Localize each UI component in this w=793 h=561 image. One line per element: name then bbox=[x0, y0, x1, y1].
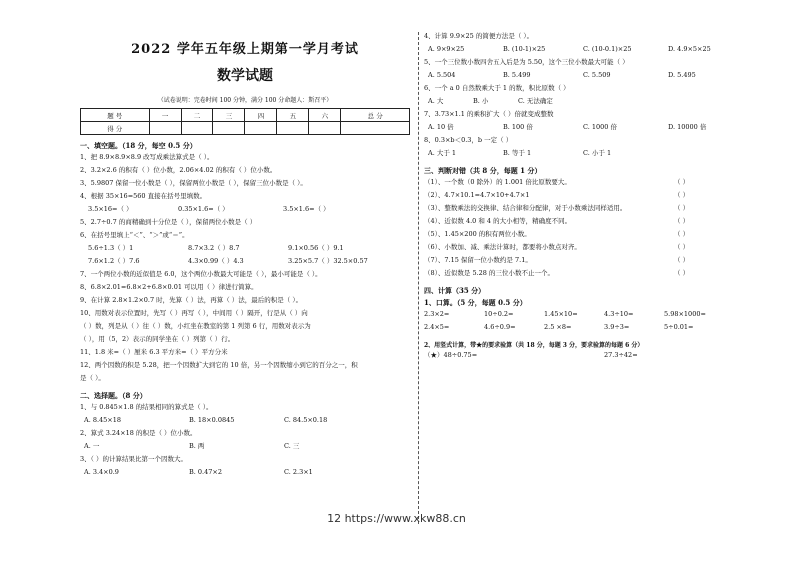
score-cell[interactable] bbox=[277, 122, 309, 135]
oral-item: 4.6÷0.9= bbox=[484, 323, 516, 331]
option: A. 大 bbox=[428, 97, 444, 105]
question-line: 7、3.73×1.1 的乘积扩大（ ）倍就变成整数 bbox=[424, 110, 554, 118]
score-cell: 二 bbox=[181, 109, 213, 122]
score-cell[interactable] bbox=[181, 122, 213, 135]
option: 4.3×0.99（ ）4.3 bbox=[188, 257, 244, 265]
section-heading: 二、选择题。（8 分） bbox=[80, 391, 147, 400]
option: 3.5×16=（ ） bbox=[88, 205, 133, 213]
score-cell[interactable] bbox=[341, 122, 410, 135]
question-line: 8、6.8×2.01=6.8×2+6.8×0.01 可以用（ ）律进行简算。 bbox=[80, 283, 258, 291]
left-column bbox=[80, 30, 410, 479]
question-line: 3、（ ）的计算结果比第一个因数大。 bbox=[80, 455, 187, 463]
oral-item: 2.5 ×8= bbox=[544, 323, 572, 331]
option: B. 小 bbox=[473, 97, 489, 105]
judge-item bbox=[424, 267, 724, 280]
answer-bracket[interactable]: （ ） bbox=[674, 191, 690, 199]
oral-item: 2.3×2= bbox=[424, 310, 450, 318]
judge-text: （5）、1.45×200 的积有两位小数。 bbox=[424, 230, 531, 238]
option: B. 5.499 bbox=[503, 71, 531, 79]
score-header-row bbox=[81, 109, 410, 122]
question-options bbox=[424, 43, 724, 56]
oral-item: 5.98×1000= bbox=[664, 310, 706, 318]
option: A. 10 倍 bbox=[428, 123, 454, 131]
question-line: 6、一个 a 0 自然数乘大于 1 的数，积比原数（ ） bbox=[424, 84, 570, 92]
question-line: 3、5.9807 保留一位小数是（ ），保留两位小数是（ ），保留三位小数是（ ）。 bbox=[80, 179, 307, 187]
question-options bbox=[424, 147, 724, 160]
option: C. 无法确定 bbox=[518, 97, 553, 105]
vertical-calc-row bbox=[424, 349, 724, 362]
option: A. 5.504 bbox=[428, 71, 456, 79]
option: C. 三 bbox=[284, 442, 300, 450]
option: C. 2.3×1 bbox=[284, 468, 313, 476]
option: C. (10-0.1)×25 bbox=[583, 45, 632, 53]
oral-row bbox=[424, 308, 724, 321]
answer-bracket[interactable]: （ ） bbox=[674, 269, 690, 277]
score-table bbox=[80, 108, 410, 135]
question-line: 8、0.3×b＜0.3，b 一定（ ） bbox=[424, 136, 513, 144]
answer-bracket[interactable]: （ ） bbox=[674, 204, 690, 212]
score-cell[interactable] bbox=[213, 122, 245, 135]
option: 3.5×1.6=（ ） bbox=[283, 205, 330, 213]
question-line: 5、2.7÷0.7 的商精确到十分位是（ ），保留两位小数是（ ） bbox=[80, 218, 257, 226]
judge-item bbox=[424, 189, 724, 202]
question-line: 1、与 0.845×1.8 的结果相同的算式是（ ）。 bbox=[80, 403, 213, 411]
section-heading: 三、判断对错（共 8 分，每题 1 分） bbox=[424, 166, 542, 175]
option: B. (10-1)×25 bbox=[503, 45, 546, 53]
question-line: 12、两个因数的积是 5.28，把一个因数扩大到它的 10 倍，另一个因数缩小到它的百分之一，积 bbox=[80, 361, 358, 369]
oral-row bbox=[424, 321, 724, 334]
oral-item: 3.9÷3= bbox=[604, 323, 630, 331]
section-heading: 四、计算（35 分） bbox=[424, 286, 486, 295]
column-divider bbox=[418, 32, 420, 524]
question-line: 7、一个两位小数的近似值是 6.0，这个两位小数最大可能是（ ），最小可能是（ ）。 bbox=[80, 270, 322, 278]
section-heading: 一、填空题。（18 分，每空 0.5 分） bbox=[80, 141, 197, 150]
question-options bbox=[424, 69, 724, 82]
judge-text: （4）、近似数 4.0 和 4 的大小相等，精确度不同。 bbox=[424, 217, 572, 225]
exam-note: （试卷说明：完卷时间 100 分钟，满分 100 分命题人：斯召平） bbox=[157, 97, 333, 104]
question-line: 6、在括号里填上“＜”、“＞”或“＝”。 bbox=[80, 231, 189, 239]
watermark-footer: 12 https://www.xkw88.cn bbox=[327, 512, 466, 525]
score-cell: 题 号 bbox=[81, 109, 150, 122]
score-cell: 五 bbox=[277, 109, 309, 122]
judge-item bbox=[424, 202, 724, 215]
question-line: 是（ ）。 bbox=[80, 374, 105, 382]
score-cell[interactable] bbox=[309, 122, 341, 135]
answer-bracket[interactable]: （ ） bbox=[674, 243, 690, 251]
calc-item: （★）48÷0.75= bbox=[424, 351, 478, 359]
score-cell: 四 bbox=[245, 109, 277, 122]
oral-item: 2.4×5= bbox=[424, 323, 450, 331]
question-line: 4、根据 35×16=560 直接在括号里填数。 bbox=[80, 192, 207, 200]
option: B. 0.47×2 bbox=[189, 468, 222, 476]
question-options bbox=[80, 466, 410, 479]
option: 9.1×0.56（ ）9.1 bbox=[288, 244, 344, 252]
answer-bracket[interactable]: （ ） bbox=[674, 256, 690, 264]
question-line: （ ），用（5，2）表示的同学坐在（ ）列第（ ）行。 bbox=[80, 335, 235, 343]
option: C. 84.5×0.18 bbox=[284, 416, 328, 424]
judge-item bbox=[424, 176, 724, 189]
option: B. 100 倍 bbox=[503, 123, 533, 131]
question-line: 9、在计算 2.8×1.2×0.7 时，先算（ ）法，再算（ ）法，最后的积是（ ）。 bbox=[80, 296, 303, 304]
option: 7.6×1.2（ ）7.6 bbox=[88, 257, 140, 265]
judge-text: （1）、一个数（0 除外）的 1.001 倍比原数要大。 bbox=[424, 178, 571, 186]
oral-item: 5÷0.01= bbox=[664, 323, 694, 331]
score-cell: 总 分 bbox=[341, 109, 410, 122]
judge-text: （7）、7.15 保留一位小数约是 7.1。 bbox=[424, 256, 532, 264]
score-cell[interactable] bbox=[245, 122, 277, 135]
score-cell: 得 分 bbox=[81, 122, 150, 135]
option: 3.25×5.7（ ）32.5×0.57 bbox=[288, 257, 368, 265]
question-line: 5、一个三位数小数四舍五入后是为 5.50，这个三位小数最大可能（ ） bbox=[424, 58, 629, 66]
judge-text: （8）、近似数是 5.28 的三位小数不止一个。 bbox=[424, 269, 554, 277]
score-cell: 三 bbox=[213, 109, 245, 122]
judge-item bbox=[424, 254, 724, 267]
right-column bbox=[424, 30, 724, 362]
subsection-heading: 2、用竖式计算，带★的要求验算（共 18 分，每题 3 分，要求验算的每题 6 分） bbox=[424, 342, 644, 349]
option: D. 4.9×5×25 bbox=[668, 45, 711, 53]
question-line: 2、算式 3.24×18 的积是（ ）位小数。 bbox=[80, 429, 197, 437]
oral-item: 10÷0.2= bbox=[484, 310, 514, 318]
exam-title: 2022 学年五年级上期第一学月考试 bbox=[131, 42, 359, 57]
question-line: 4、计算 9.9×25 的简便方法是（ ）。 bbox=[424, 32, 534, 40]
option: C. 5.509 bbox=[583, 71, 611, 79]
option: 0.35×1.6=（ ） bbox=[178, 205, 229, 213]
option: B. 两 bbox=[189, 442, 205, 450]
question-line: 10、用数对表示位置时，先写（ ）再写（ ），中间用（ ）隔开，行是从（ ）向 bbox=[80, 309, 308, 317]
judge-item bbox=[424, 241, 724, 254]
option: C. 小于 1 bbox=[583, 149, 612, 157]
judge-text: （3）、整数乘法的交换律、结合律和分配律，对于小数乘法同样适用。 bbox=[424, 204, 627, 212]
score-cell: 一 bbox=[149, 109, 181, 122]
option: B. 18×0.0845 bbox=[189, 416, 235, 424]
question-line: 2、3.2×2.6 的积有（ ）位小数，2.06×4.02 的积有（ ）位小数。 bbox=[80, 166, 277, 174]
calc-item: 27.3÷42= bbox=[604, 351, 638, 359]
judge-text: （6）、小数加、减、乘法计算时，都要将小数点对齐。 bbox=[424, 243, 581, 251]
question-options bbox=[80, 414, 410, 427]
answer-bracket[interactable]: （ ） bbox=[674, 217, 690, 225]
option: A. 8.45×18 bbox=[84, 416, 122, 424]
oral-item: 1.45×10= bbox=[544, 310, 578, 318]
question-options bbox=[424, 95, 724, 108]
score-cell[interactable] bbox=[149, 122, 181, 135]
option: C. 1000 倍 bbox=[583, 123, 617, 131]
score-value-row bbox=[81, 122, 410, 135]
option: A. 一 bbox=[84, 442, 100, 450]
exam-subtitle: 数学试题 bbox=[217, 68, 273, 84]
question-options bbox=[424, 121, 724, 134]
answer-bracket[interactable]: （ ） bbox=[674, 178, 690, 186]
score-cell: 六 bbox=[309, 109, 341, 122]
question-line: 1、把 8.9×8.9×8.9 改写成乘法算式是（ ）。 bbox=[80, 153, 214, 161]
oral-item: 4.3÷10= bbox=[604, 310, 634, 318]
answer-bracket[interactable]: （ ） bbox=[674, 230, 690, 238]
option: A. 9×9×25 bbox=[428, 45, 465, 53]
judge-item bbox=[424, 215, 724, 228]
subsection-heading: 1、口算。（5 分，每题 0.5 分） bbox=[424, 298, 527, 307]
question-line: 11、1.8 米=（ ）厘米 6.3 平方米=（ ）平方分米 bbox=[80, 348, 228, 356]
question-options bbox=[80, 242, 410, 255]
option: 8.7×3.2（ ）8.7 bbox=[188, 244, 240, 252]
question-options bbox=[80, 203, 410, 216]
option: 5.6÷1.3（ ）1 bbox=[88, 244, 134, 252]
option: A. 3.4×0.9 bbox=[84, 468, 119, 476]
question-options bbox=[80, 255, 410, 268]
option: A. 大于 1 bbox=[428, 149, 457, 157]
option: D. 10000 倍 bbox=[668, 123, 707, 131]
question-line: （ ）数，列是从（ ）往（ ）数，小红坐在教室的第 1 列第 6 行，用数对表示为 bbox=[80, 322, 311, 330]
option: D. 5.495 bbox=[668, 71, 696, 79]
option: B. 等于 1 bbox=[503, 149, 532, 157]
question-options bbox=[80, 440, 410, 453]
judge-text: （2）、4.7×10.1=4.7×10+4.7×1 bbox=[424, 191, 530, 199]
judge-item bbox=[424, 228, 724, 241]
